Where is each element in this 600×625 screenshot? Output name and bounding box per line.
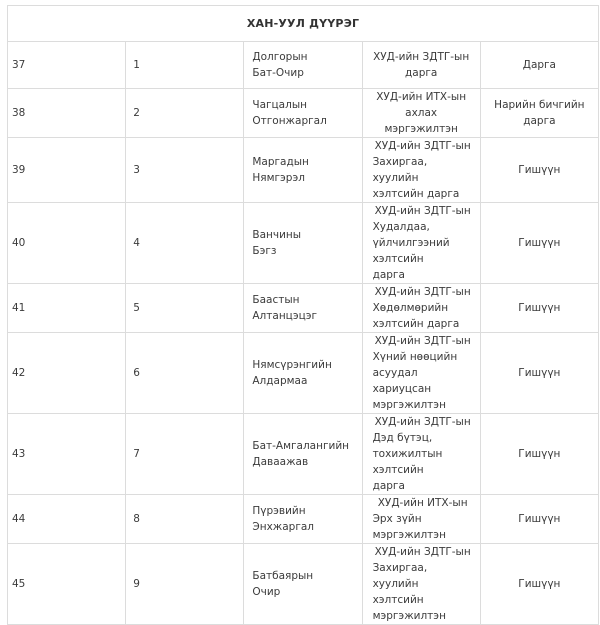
member-position — [362, 284, 480, 333]
member-family-name: Бат-Амгалангийн — [252, 440, 350, 452]
row-position: 39 — [8, 138, 126, 203]
position-line: Захиргаа, хуулийн хэлтсийн дарга — [372, 156, 460, 200]
member-name — [244, 138, 362, 203]
members-table — [7, 5, 599, 625]
member-position — [362, 333, 480, 414]
member-family-name: Баастын — [252, 294, 300, 306]
member-family-name: Нямсүрэнгийн — [252, 359, 332, 371]
member-position — [362, 42, 480, 89]
table-row — [8, 42, 599, 89]
position-line: ХУД-ийн ЗДТГ-ын — [374, 286, 471, 298]
member-position — [362, 414, 480, 495]
position-line: ХУД-ийн ИТХ-ын — [377, 497, 468, 509]
position-line: ХУД-ийн ЗДТГ-ын — [374, 335, 471, 347]
title-row — [8, 6, 599, 42]
table-row — [8, 495, 599, 544]
table-row — [8, 333, 599, 414]
position-line: Дэд бүтэц, тохижилтын хэлтсийн — [372, 432, 443, 476]
position-line: дарга — [372, 480, 405, 492]
member-family-name: Батбаярын — [252, 570, 314, 582]
table-row — [8, 203, 599, 284]
row-number: 2 — [126, 89, 244, 138]
member-name — [244, 333, 362, 414]
member-status: Гишүүн — [480, 138, 598, 203]
member-position — [362, 89, 480, 138]
row-number: 3 — [126, 138, 244, 203]
position-line: мэргэжилтэн — [372, 399, 446, 411]
position-line: Захиргаа, хуулийн хэлтсийн — [372, 562, 428, 606]
row-position: 45 — [8, 544, 126, 625]
member-status: Гишүүн — [480, 203, 598, 284]
member-name — [244, 284, 362, 333]
member-given-name: Отгонжаргал — [252, 115, 327, 127]
row-number: 4 — [126, 203, 244, 284]
position-line: ХУД-ийн ЗДТГ-ын — [374, 140, 471, 152]
position-line: дарга — [372, 269, 405, 281]
member-status: Нарийн бичгийн дарга — [480, 89, 598, 138]
position-line: ХУД-ийн ЗДТГ-ын — [374, 416, 471, 428]
position-line: ХУД-ийн ЗДТГ-ын дарга — [373, 51, 470, 79]
member-position — [362, 138, 480, 203]
position-line: ХУД-ийн ИТХ-ын ахлах мэргэжилтэн — [376, 91, 467, 135]
member-position — [362, 203, 480, 284]
position-line: Эрх зүйн мэргэжилтэн — [372, 513, 446, 541]
table-row — [8, 414, 599, 495]
table-row — [8, 89, 599, 138]
position-line: ХУД-ийн ЗДТГ-ын — [374, 546, 471, 558]
row-number: 9 — [126, 544, 244, 625]
row-number: 1 — [126, 42, 244, 89]
member-given-name: Энхжаргал — [252, 521, 315, 533]
member-family-name: Чагцалын — [252, 99, 307, 111]
position-line: Хөдөлмөрийн хэлтсийн дарга — [372, 302, 460, 330]
row-position: 40 — [8, 203, 126, 284]
row-number: 7 — [126, 414, 244, 495]
row-position: 37 — [8, 42, 126, 89]
row-position: 42 — [8, 333, 126, 414]
position-line: Худалдаа, үйлчилгээний хэлтсийн — [372, 221, 450, 265]
member-status: Гишүүн — [480, 414, 598, 495]
row-position: 41 — [8, 284, 126, 333]
row-number: 5 — [126, 284, 244, 333]
row-position: 43 — [8, 414, 126, 495]
table-row — [8, 284, 599, 333]
member-family-name: Ванчины — [252, 229, 302, 241]
member-name — [244, 544, 362, 625]
member-status: Гишүүн — [480, 333, 598, 414]
table-title: ХАН-УУЛ ДҮҮРЭГ — [8, 6, 599, 42]
row-number: 8 — [126, 495, 244, 544]
member-family-name: Долгорын — [252, 51, 308, 63]
position-line: ХУД-ийн ЗДТГ-ын — [374, 205, 471, 217]
member-name — [244, 42, 362, 89]
member-status: Гишүүн — [480, 544, 598, 625]
position-line: мэргэжилтэн — [372, 610, 446, 622]
member-position — [362, 495, 480, 544]
member-given-name: Очир — [252, 586, 281, 598]
row-number: 6 — [126, 333, 244, 414]
member-name — [244, 495, 362, 544]
row-position: 44 — [8, 495, 126, 544]
member-name — [244, 89, 362, 138]
member-given-name: Нямгэрэл — [252, 172, 305, 184]
table-row — [8, 138, 599, 203]
member-given-name: Бат-Очир — [252, 67, 304, 79]
member-status: Гишүүн — [480, 495, 598, 544]
member-status: Гишүүн — [480, 284, 598, 333]
member-given-name: Даваажав — [252, 456, 309, 468]
member-status: Дарга — [480, 42, 598, 89]
member-given-name: Бэгз — [252, 245, 277, 257]
member-position — [362, 544, 480, 625]
table-body — [8, 42, 599, 625]
position-line: Хүний нөөцийн асуудал хариуцсан — [372, 351, 458, 395]
row-position: 38 — [8, 89, 126, 138]
member-given-name: Алтанцэцэг — [252, 310, 318, 322]
member-family-name: Пүрэвийн — [252, 505, 306, 517]
member-family-name: Маргадын — [252, 156, 309, 168]
member-name — [244, 414, 362, 495]
member-name — [244, 203, 362, 284]
member-given-name: Алдармаа — [252, 375, 308, 387]
table-row — [8, 544, 599, 625]
